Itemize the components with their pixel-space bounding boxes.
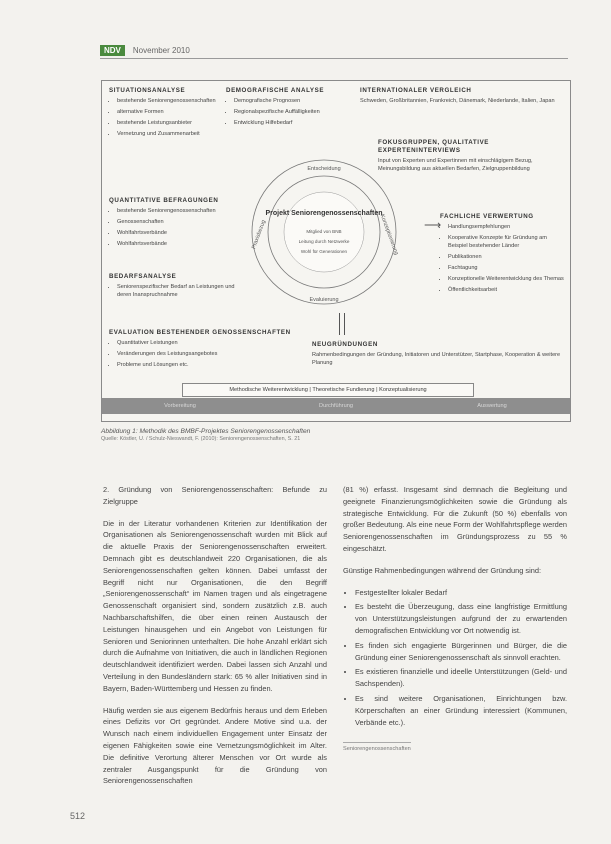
list-item: • Quantitativer Leistungen	[117, 339, 309, 347]
section-quantitative-befragungen	[109, 197, 249, 251]
list-item: • Öffentlichkeitsarbeit	[448, 286, 566, 294]
methodology-figure	[101, 80, 571, 422]
journal-badge: NDV	[100, 45, 125, 56]
section-international	[360, 87, 564, 105]
list-item: • bestehende Seniorengenossenschaften	[117, 97, 221, 105]
phase-label: Auswertung	[477, 403, 507, 409]
list-item: • Probleme und Lösungen etc.	[117, 361, 309, 369]
list-item: • Publikationen	[448, 253, 566, 261]
left-text-column	[103, 484, 327, 797]
phase-label: Vorbereitung	[164, 403, 196, 409]
conditions-list	[343, 587, 567, 729]
list-item: • Handlungsempfehlungen	[448, 223, 566, 231]
section-title: SITUATIONSANALYSE	[109, 87, 186, 94]
section-demografie	[226, 87, 344, 130]
section-fachliche-verwertung	[440, 213, 566, 297]
list-item: • Regionalspezifische Auffälligkeiten	[234, 108, 344, 116]
list-item: • Festgestellter lokaler Bedarf	[355, 587, 567, 599]
ring-label-bottom: Evaluierung	[309, 297, 339, 303]
list-item: • Veränderungen des Leistungsangebotes	[117, 350, 309, 358]
issue-date: November 2010	[132, 45, 190, 55]
list-item: • Demografische Prognosen	[234, 97, 344, 105]
section-title: BEDARFSANALYSE	[109, 273, 177, 280]
ring-label-top: Entscheidung	[307, 166, 341, 172]
ring-label-right: Konzeptionierung	[378, 213, 399, 256]
section-title: FACHLICHE VERWERTUNG	[440, 213, 534, 220]
paragraph: Häufig werden sie aus eigenem Bedürfnis heraus und dem Erleben eines Defizits vor Ort gegründet. Andere Motive sind u.a. der Wunsch nach einem individuellen Engagement unter Einsatz der eigenen Fähigkeiten sowie eine Vernetzungsmöglichkeit im Alter. Die definitive Verortung älterer Menschen vor Ort wurde als zentraler Ausgangspunkt für die Gründung von Seniorengenossenschaften	[103, 705, 327, 786]
section-text: Rahmenbedingungen der Gründung, Initiatoren und Unterstützer, Startphase, Kooperation & weitere Planung	[312, 352, 561, 366]
list-item: • Es existieren finanzielle und ideelle Unterstützungen (Geld- und Sachspenden).	[355, 666, 567, 690]
section-title: QUANTITATIVE BEFRAGUNGEN	[109, 197, 219, 204]
arrow-right-icon: ⟶	[424, 218, 442, 232]
section-title: INTERNATIONALER VERGLEICH	[360, 87, 472, 94]
caption-text: Abbildung 1: Methodik des BMBF-Projektes Seniorengenossenschaften	[101, 428, 311, 435]
section-bedarfsanalyse	[109, 273, 249, 302]
section-heading: 2. Gründung von Seniorengenossenschaften: Befunde zu Zielgruppe	[103, 485, 327, 506]
list-item: • Entwicklung Hilfebedarf	[234, 119, 344, 127]
list-item: • Vernetzung und Zusammenarbeit	[117, 130, 221, 138]
footnote: Seniorengenossenschaften	[343, 742, 411, 756]
section-text: Schweden, Großbritannien, Frankreich, Dänemark, Niederlande, Italien, Japan	[360, 98, 555, 104]
list-item: • Es finden sich engagierte Bürgerinnen und Bürger, die die Gründung einer Seniorengenossenschaft als sinnvoll erachten.	[355, 640, 567, 664]
list-item: • Wohlfahrtsverbände	[117, 240, 249, 248]
list-item: • Konzeptionelle Weiterentwicklung des Themas	[448, 275, 566, 283]
page-number: 512	[70, 811, 86, 821]
list-item: • alternative Formen	[117, 108, 221, 116]
center-sub-1: Mitglied von BNB	[306, 229, 342, 234]
paragraph: Günstige Rahmenbedingungen während der Gründung sind:	[343, 565, 542, 575]
list-item: • Genossenschaften	[117, 218, 249, 226]
list-item: • bestehende Seniorengenossenschaften	[117, 207, 249, 215]
list-item: • bestehende Leistungsanbieter	[117, 119, 221, 127]
section-title: FOKUSGRUPPEN, QUALITATIVE EXPERTENINTERVIEWS	[378, 139, 490, 154]
phase-label: Durchführung	[319, 403, 353, 409]
center-project-title: Projekt Seniorengenossenschaften	[265, 210, 383, 217]
list-item: • Fachtagung	[448, 264, 566, 272]
figure-caption	[101, 428, 521, 442]
header-rule	[100, 58, 568, 59]
list-item: • Es sind weitere Organisationen, Einrichtungen bzw. Körperschaften an einer Gründung interessiert (Kommunen, Verbände etc.).	[355, 693, 567, 728]
double-arrow-icon	[339, 313, 345, 335]
center-sub-3: Wohl für Generationen	[300, 249, 348, 254]
phase-bar	[102, 398, 570, 414]
running-header	[100, 44, 190, 56]
project-cycle-diagram	[249, 157, 399, 307]
center-sub-2: Leitung durch Netzwerke	[298, 239, 350, 244]
section-situationsanalyse	[109, 87, 221, 141]
section-fokusgruppen	[378, 139, 564, 173]
section-title: EVALUATION BESTEHENDER GENOSSENSCHAFTEN	[109, 329, 291, 336]
list-item: • Seniorenspezifischer Bedarf an Leistungen und deren Inanspruchnahme	[117, 283, 249, 299]
ring-label-left: Praxisbezug	[251, 219, 268, 250]
list-item: • Es besteht die Überzeugung, dass eine langfristige Ermittlung von Unterstützungsleistungen aufgrund der zu erwartenden demografischen Entwicklung vor Ort notwendig ist.	[355, 601, 567, 636]
section-evaluation	[109, 329, 309, 372]
methodology-summary-box: Methodische Weiterentwicklung | Theoretische Fundierung | Konzeptualisierung	[182, 383, 474, 397]
paragraph: Die in der Literatur vorhandenen Kriterien zur Identifikation der Organisationen als Seniorengenossenschaft wurden mit Blick auf die aktuelle Praxis der Seniorengenossenschaften erweitert. Demnach gibt es deutschlandweit 220 Organisationen, die als Seniorengenossenschaften gelten können. Dabei umfasst der Begriff nicht nur Organisationen, die den Begriff „Seniorengenossenschaft“ im Namen tragen und als eingetragene Genossenschaft organisiert sind, sondern zusätzlich z.B. auch Nachbarschaftshilfen, die über einen reinen Austausch der Leistungen hinausgehen und ein Angebot von Leistungen für Senioren und Seniorinnen unterhalten. Die hohe Anzahl erklärt sich durch die Aufnahme von Initiativen, die auch in ländlichen Regionen deutschlandweit identifiziert werden. Dabei lassen sich Anzahl und Verteilung in den Bundesländern stark: 65 % aller Initiativen sind in Bayern, Baden-Württemberg und Hessen zu finden.	[103, 518, 327, 693]
right-text-column	[343, 484, 567, 756]
list-item: • Wohlfahrtsverbände	[117, 229, 249, 237]
section-title: NEUGRÜNDUNGEN	[312, 341, 378, 348]
section-neugruendungen	[312, 341, 564, 367]
caption-source: Quelle: Köstler, U. / Schulz-Nieswandt, F. (2010): Seniorengenossenschaften, S. 21	[101, 436, 301, 442]
section-title: DEMOGRAFISCHE ANALYSE	[226, 87, 325, 94]
paragraph: (81 %) erfasst. Insgesamt sind demnach die Begleitung und geeignete Finanzierungsmöglichkeiten sowie die Gründung als strategische Entwicklung. Für die Zukunft (50 %) ebenfalls von großer Bedeutung. Als eine neue Form der Wohlfahrtspflege werden Seniorengenossenschaften im Gründungsprozess zu 55 % eingeschätzt.	[343, 485, 567, 553]
section-text: Input von Experten und Expertinnen mit einschlägigem Bezug, Meinungsbildung aus aktuellen Bedarfen, Zielgruppenbildung	[378, 158, 533, 172]
list-item: • Kooperative Konzepte für Gründung am Beispiel bestehender Länder	[448, 234, 566, 250]
